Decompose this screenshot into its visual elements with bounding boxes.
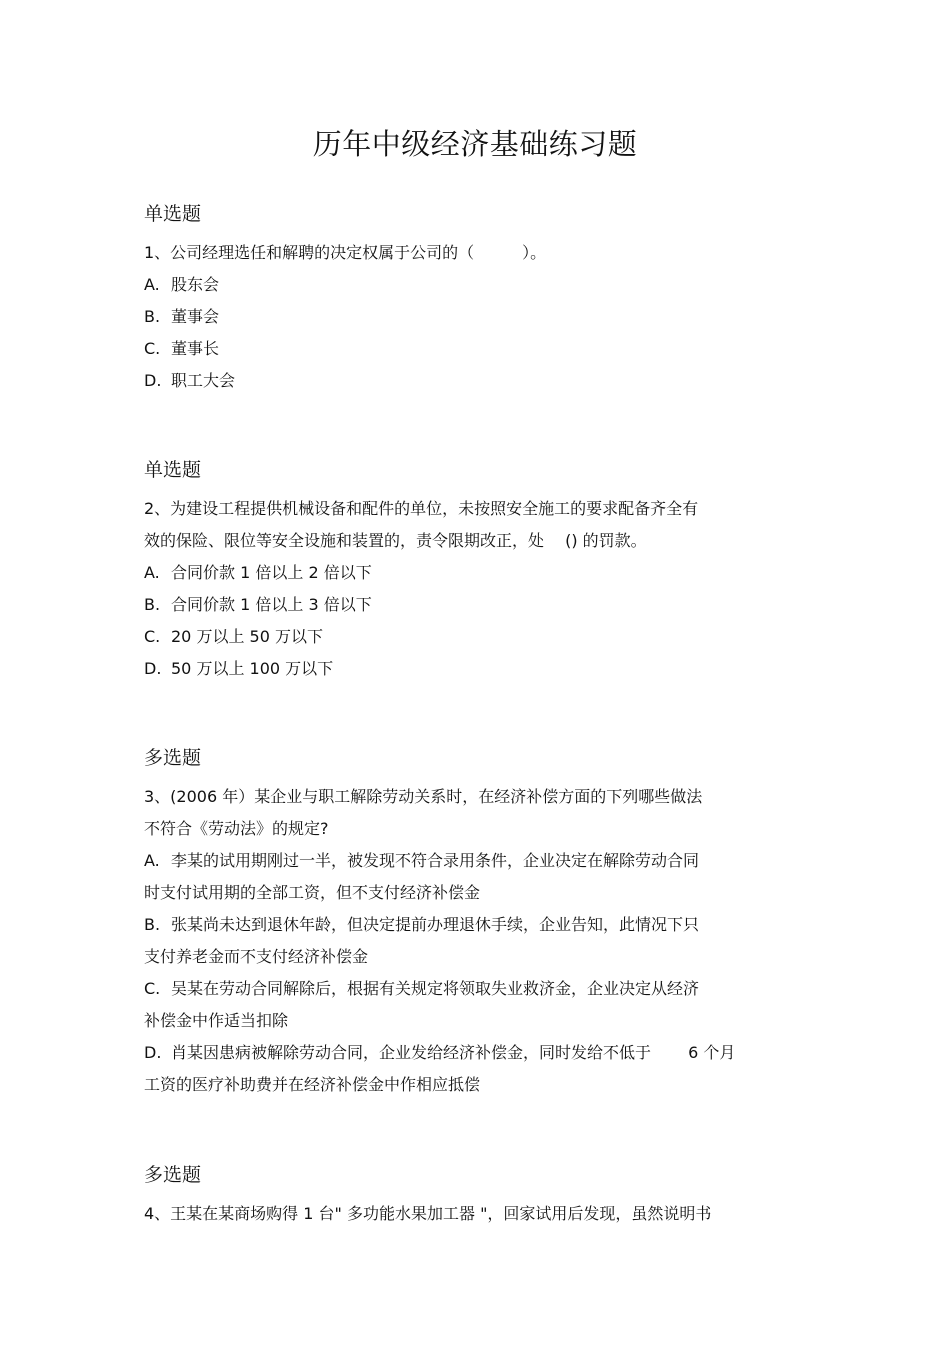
question-stem-line-2: 效的保险、限位等安全设施和装置的，责令限期改正，处 () 的罚款。: [144, 531, 647, 550]
option-c: [144, 973, 824, 1005]
question-1: [144, 201, 824, 397]
option-text: 合同价款 1 倍以上 3 倍以下: [171, 595, 372, 614]
question-2: [144, 457, 824, 685]
question-stem-line-1: 3、(2006 年）某企业与职工解除劳动关系时，在经济补偿方面的下列哪些做法: [144, 787, 703, 806]
option-text: 张某尚未达到退休年龄，但决定提前办理退休手续，企业告知，此情况下只: [171, 915, 700, 934]
option-c-continued: 补偿金中作适当扣除: [144, 1011, 289, 1030]
option-letter: D.: [144, 371, 162, 390]
option-d: [144, 365, 824, 397]
option-text: 肖某因患病被解除劳动合同，企业发给经济补偿金，同时发给不低于 6 个月: [171, 1043, 736, 1062]
option-text: 职工大会: [171, 371, 236, 390]
option-letter: B.: [144, 307, 161, 326]
question-3: [144, 745, 824, 1101]
option-text: 董事长: [171, 339, 220, 358]
option-d-continued: 工资的医疗补助费并在经济补偿金中作相应抵偿: [144, 1075, 481, 1094]
question-stem: 1、公司经理选任和解聘的决定权属于公司的（ ）。: [144, 243, 547, 262]
option-d: [144, 653, 824, 685]
option-c: [144, 333, 824, 365]
option-d: [144, 1037, 824, 1069]
option-b: [144, 909, 824, 941]
question-type-label: 多选题: [144, 747, 202, 769]
question-stem-line-2: 不符合《劳动法》的规定?: [144, 819, 329, 838]
option-a: [144, 845, 824, 877]
option-letter: A.: [144, 851, 160, 870]
question-type-label: 单选题: [144, 203, 202, 225]
question-type-label: 多选题: [144, 1164, 202, 1186]
option-text: 20 万以上 50 万以下: [171, 627, 323, 646]
question-4: [144, 1162, 824, 1230]
option-letter: B.: [144, 915, 161, 934]
option-letter: C.: [144, 627, 161, 646]
option-letter: D.: [144, 1043, 162, 1062]
option-letter: A.: [144, 563, 160, 582]
option-text: 50 万以上 100 万以下: [171, 659, 334, 678]
option-a: [144, 269, 824, 301]
option-b-continued: 支付养老金而不支付经济补偿金: [144, 947, 369, 966]
option-letter: B.: [144, 595, 161, 614]
page-title: 历年中级经济基础练习题: [312, 127, 638, 161]
option-c: [144, 621, 824, 653]
question-stem: 4、王某在某商场购得 1 台" 多功能水果加工器 "，回家试用后发现，虽然说明书: [144, 1204, 712, 1223]
option-text: 股东会: [171, 275, 220, 294]
option-text: 董事会: [171, 307, 220, 326]
question-type-label: 单选题: [144, 459, 202, 481]
option-b: [144, 301, 824, 333]
option-letter: D.: [144, 659, 162, 678]
option-text: 吴某在劳动合同解除后，根据有关规定将领取失业救济金，企业决定从经济: [171, 979, 700, 998]
option-text: 李某的试用期刚过一半，被发现不符合录用条件，企业决定在解除劳动合同: [171, 851, 700, 870]
option-b: [144, 589, 824, 621]
option-letter: C.: [144, 339, 161, 358]
option-letter: A.: [144, 275, 160, 294]
option-letter: C.: [144, 979, 161, 998]
option-text: 合同价款 1 倍以上 2 倍以下: [171, 563, 372, 582]
question-stem-line-1: 2、为建设工程提供机械设备和配件的单位，未按照安全施工的要求配备齐全有: [144, 499, 699, 518]
option-a: [144, 557, 824, 589]
option-a-continued: 时支付试用期的全部工资，但不支付经济补偿金: [144, 883, 481, 902]
